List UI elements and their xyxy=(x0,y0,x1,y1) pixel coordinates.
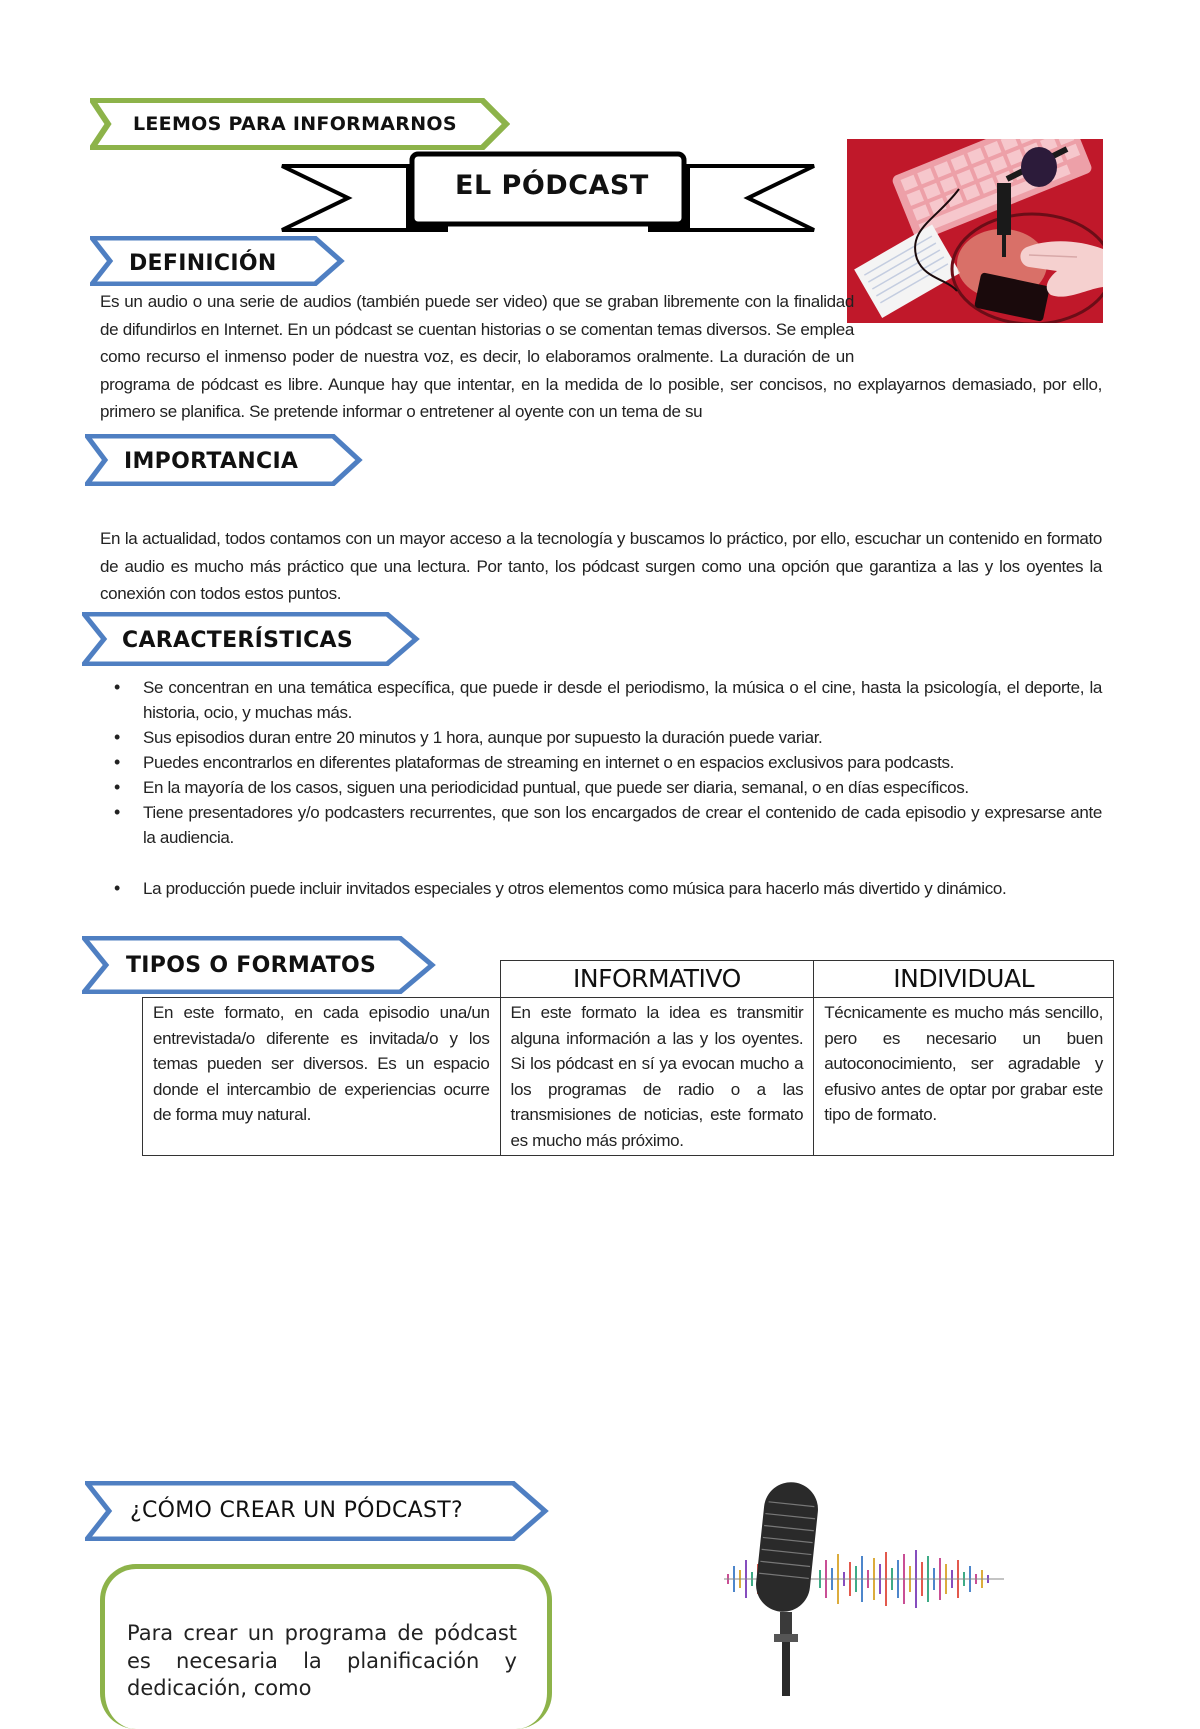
definicion-text: Es un audio o una serie de audios (también puede ser video) que se graban libremente con la finalidad de difundirlos en Internet. En un pódcast se cuentan historias o se comentan temas diversos. Se emplea como recurso el inmenso poder de nuestra voz, es decir, lo elaboramos oralmente. La duración de un programa de pódcast es libre. Aunque hay que intentar, en la medida de lo posible, ser concisos, no explayarnos demasiado, por ello, primero se planifica. Se pretende informar o entretener al oyente con un tema de su xyxy=(100,288,1102,434)
list-item: • Tiene presentadores y/o podcasters recurrentes, que son los encargados de crear el contenido de cada episodio y expresarse ante la audiencia. xyxy=(100,800,1102,850)
table-cell: Técnicamente es mucho más sencillo, pero es necesario un buen autoconocimiento, ser agradable y efusivo antes de optar por grabar este tipo de formato. xyxy=(814,998,1114,1156)
photo-wrap-space xyxy=(854,288,1102,344)
importancia-text: En la actualidad, todos contamos con un mayor acceso a la tecnología y buscamos lo práctico, por ello, escuchar un contenido en formato de audio es mucho más práctico que una lectura. Por tanto, los pódcast surgen como una opción que garantiza a las y los oyentes la conexión con todos estos puntos. xyxy=(100,529,1102,603)
como-crear-text: Para crear un programa de pódcast es necesaria la planificación y dedicación, como xyxy=(127,1621,517,1700)
table-header-cell: INFORMATIVO xyxy=(500,961,814,998)
table-row xyxy=(143,998,1114,1156)
microphone-soundwave-icon xyxy=(724,1474,1024,1696)
list-item: • Puedes encontrarlos en diferentes plataformas de streaming en internet o en espacios exclusivos para podcasts. xyxy=(100,750,1102,775)
caracteristicas-heading: CARACTERÍSTICAS xyxy=(122,628,353,653)
definicion-heading: DEFINICIÓN xyxy=(129,251,277,276)
page-title: EL PÓDCAST xyxy=(455,170,649,201)
table-header-cell: INDIVIDUAL xyxy=(814,961,1114,998)
list-item: • La producción puede incluir invitados especiales y otros elementos como música para hacerlo más divertido y dinámico. xyxy=(100,876,1102,901)
importancia-heading: IMPORTANCIA xyxy=(124,449,299,474)
table-cell: En este formato la idea es transmitir alguna información a las y los oyentes. Si los pódcast en sí ya evocan mucho a los programas de radio o a las transmisiones de noticias, este formato es mucho más próximo. xyxy=(500,998,814,1156)
header-label: LEEMOS PARA INFORMARNOS xyxy=(133,113,457,135)
list-item: • Se concentran en una temática específica, que puede ir desde el periodismo, la música o el cine, hasta la psicología, el deporte, la historia, ocio, y muchas más. xyxy=(100,675,1102,725)
list-item: • En la mayoría de los casos, siguen una periodicidad puntual, que puede ser diaria, semanal, o en días específicos. xyxy=(100,775,1102,800)
como-crear-heading: ¿CÓMO CREAR UN PÓDCAST? xyxy=(130,1498,463,1523)
table-cell: En este formato, en cada episodio una/un entrevistada/o diferente es invitada/o y los temas pueden ser diversos. Es un espacio donde el intercambio de experiencias ocurre de forma muy natural. xyxy=(143,998,501,1156)
caracteristicas-list xyxy=(100,675,1102,901)
list-item: • Sus episodios duran entre 20 minutos y 1 hora, aunque por supuesto la duración puede variar. xyxy=(100,725,1102,750)
tipos-heading: TIPOS O FORMATOS xyxy=(126,953,377,978)
